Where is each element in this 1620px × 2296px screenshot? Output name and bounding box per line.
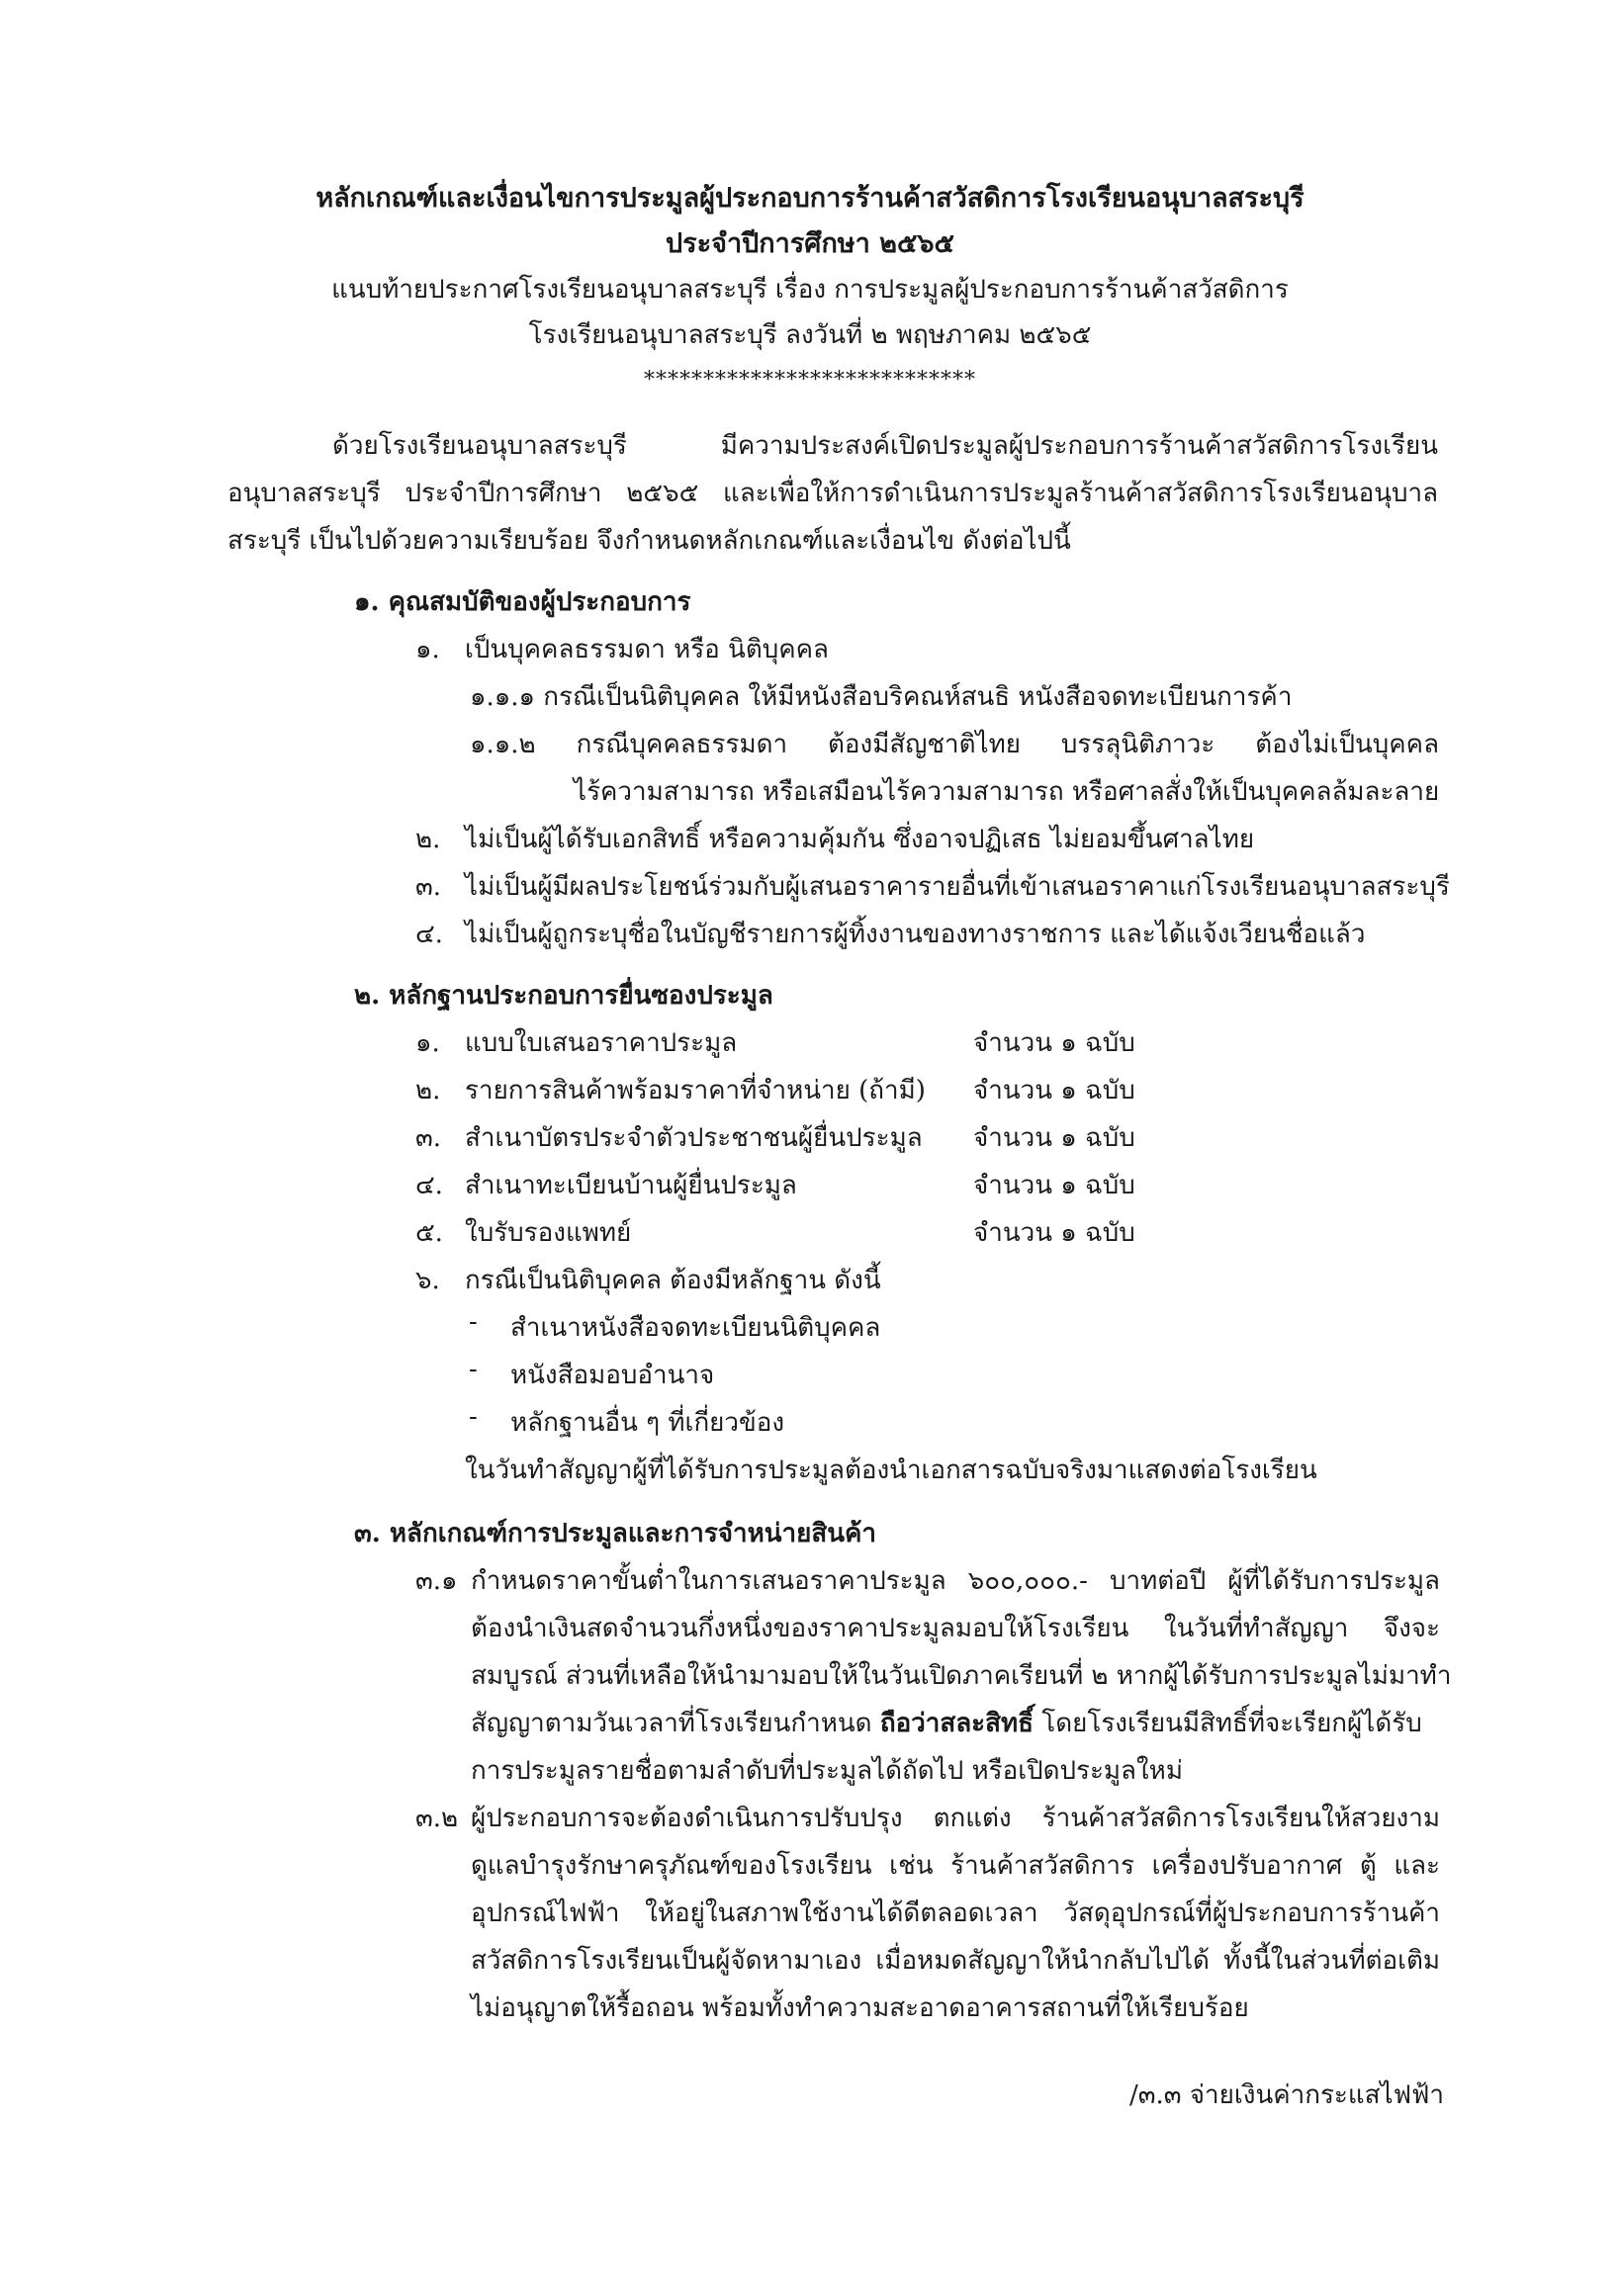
section-1-item-2-number: ๒. — [415, 825, 441, 854]
document-title: หลักเกณฑ์และเงื่อนไขการประมูลผู้ประกอบการร้านค้าสวัสดิการโรงเรียนอนุบาลสระบุรี — [315, 183, 1305, 214]
clause-3-1-line-4-start: สัญญาตามวันเวลาที่โรงเรียนกำหนด — [471, 1709, 880, 1738]
evidence-item-label: สำเนาบัตรประจำตัวประชาชนผู้ยื่นประมูล — [465, 1123, 923, 1153]
clause-3-1-line-4 — [471, 1703, 1422, 1743]
clause-3-1-line-2: ต้องนำเงินสดจำนวนกึ่งหนึ่งของราคาประมูลมอบให้โรงเรียน ในวันที่ทำสัญญา จึงจะ — [471, 1614, 1440, 1643]
section-1-item-1: เป็นบุคคลธรรมดา หรือ นิติบุคคล — [465, 635, 829, 664]
evidence-item-number: ๒. — [415, 1076, 441, 1105]
evidence-sub-1: สำเนาหนังสือจดทะเบียนนิติบุคคล — [510, 1313, 881, 1343]
section-1-item-1-number: ๑. — [415, 635, 440, 664]
document-subtitle-date: โรงเรียนอนุบาลสระบุรี ลงวันที่ ๒ พฤษภาคม ๒๕๖๕ — [528, 320, 1092, 350]
evidence-note: ในวันทำสัญญาผู้ที่ได้รับการประมูลต้องนำเอกสารฉบับจริงมาแสดงต่อโรงเรียน — [465, 1456, 1317, 1485]
section-1-item-1-2: ๑.๑.๒ กรณีบุคคลธรรมดา ต้องมีสัญชาติไทย บรรลุนิติภาวะ ต้องไม่เป็นบุคคล — [470, 730, 1439, 759]
bullet-dash: - — [469, 1355, 478, 1384]
evidence-item-number: ๔. — [415, 1171, 443, 1200]
clause-3-1-number: ๓.๑ — [415, 1566, 458, 1596]
section-1-item-4: ไม่เป็นผู้ถูกระบุชื่อในบัญชีรายการผู้ทิ้งงานของทางราชการ และได้แจ้งเวียนชื่อแล้ว — [465, 920, 1366, 949]
document-title-year: ประจำปีการศึกษา ๒๕๖๕ — [666, 228, 954, 259]
section-1-item-1-2-cont: ไร้ความสามารถ หรือเสมือนไร้ความสามารถ หรือศาลสั่งให้เป็นบุคคลล้มละลาย — [574, 777, 1440, 807]
evidence-item-label: สำเนาทะเบียนบ้านผู้ยื่นประมูล — [465, 1171, 797, 1200]
clause-3-1-line-3: สมบูรณ์ ส่วนที่เหลือให้นำมามอบให้ในวันเปิดภาคเรียนที่ ๒ หากผู้ได้รับการประมูลไม่มาทำ — [471, 1661, 1452, 1691]
bullet-dash: - — [469, 1307, 478, 1337]
clause-3-2-line-5: ไม่อนุญาตให้รื้อถอน พร้อมทั้งทำความสะอาดอาคารสถานที่ให้เรียบร้อย — [471, 1993, 1249, 2023]
evidence-item-quantity: จำนวน ๑ ฉบับ — [973, 1076, 1135, 1105]
clause-3-2-line-1: ผู้ประกอบการจะต้องดำเนินการปรับปรุง ตกแต่ง ร้านค้าสวัสดิการโรงเรียนให้สวยงาม — [471, 1804, 1440, 1833]
forfeit-emphasis: ถือว่าสละสิทธิ์ — [879, 1709, 1035, 1738]
evidence-sub-3: หลักฐานอื่น ๆ ที่เกี่ยวข้อง — [510, 1408, 785, 1438]
section-3-heading: ๓. หลักเกณฑ์การประมูลและการจำหน่ายสินค้า — [354, 1519, 877, 1548]
clause-3-2-line-3: อุปกรณ์ไฟฟ้า ให้อยู่ในสภาพใช้งานได้ดีตลอดเวลา วัสดุอุปกรณ์ที่ผู้ประกอบการร้านค้า — [471, 1899, 1440, 1928]
star-divider: **************************** — [644, 368, 976, 393]
evidence-item-6: กรณีเป็นนิติบุคคล ต้องมีหลักฐาน ดังนี้ — [465, 1266, 881, 1295]
intro-line-3: สระบุรี เป็นไปด้วยความเรียบร้อย จึงกำหนดหลักเกณฑ์และเงื่อนไข ดังต่อไปนี้ — [227, 526, 1071, 556]
intro-line-1: ด้วยโรงเรียนอนุบาลสระบุรี มีความประสงค์เปิดประมูลผู้ประกอบการร้านค้าสวัสดิการโรงเรียน — [332, 431, 1438, 461]
evidence-item-6-number: ๖. — [415, 1266, 440, 1295]
clause-3-1-line-4-end: โดยโรงเรียนมีสิทธิ์ที่จะเรียกผู้ได้รับ — [1034, 1709, 1422, 1738]
evidence-item-label: ใบรับรองแพทย์ — [465, 1218, 632, 1248]
evidence-item-quantity: จำนวน ๑ ฉบับ — [973, 1218, 1135, 1248]
evidence-item-label: รายการสินค้าพร้อมราคาที่จำหน่าย (ถ้ามี) — [465, 1076, 926, 1105]
evidence-sub-2: หนังสือมอบอำนาจ — [510, 1361, 715, 1390]
clause-3-2-number: ๓.๒ — [415, 1804, 459, 1833]
clause-3-1-line-1: กำหนดราคาขั้นต่ำในการเสนอราคาประมูล ๖๐๐,๐๐๐.- บาทต่อปี ผู้ที่ได้รับการประมูล — [471, 1566, 1440, 1596]
evidence-item-quantity: จำนวน ๑ ฉบับ — [973, 1028, 1135, 1058]
evidence-item-label: แบบใบเสนอราคาประมูล — [465, 1028, 738, 1058]
evidence-item-number: ๓. — [415, 1123, 442, 1153]
evidence-item-quantity: จำนวน ๑ ฉบับ — [973, 1123, 1135, 1153]
section-1-item-1-1: ๑.๑.๑ กรณีเป็นนิติบุคคล ให้มีหนังสือบริคณห์สนธิ หนังสือจดทะเบียนการค้า — [470, 682, 1293, 712]
evidence-item-number: ๕. — [415, 1218, 443, 1248]
evidence-item-number: ๑. — [415, 1028, 440, 1058]
clause-3-1-line-5: การประมูลรายชื่อตามลำดับที่ประมูลได้ถัดไป หรือเปิดประมูลใหม่ — [471, 1756, 1183, 1786]
section-1-item-3: ไม่เป็นผู้มีผลประโยชน์ร่วมกับผู้เสนอราคารายอื่นที่เข้าเสนอราคาแก่โรงเรียนอนุบาลสระบุรี — [465, 872, 1450, 902]
section-2-heading: ๒. หลักฐานประกอบการยื่นซองประมูล — [354, 981, 773, 1011]
intro-line-2: อนุบาลสระบุรี ประจำปีการศึกษา ๒๕๖๕ และเพื่อให้การดำเนินการประมูลร้านค้าสวัสดิการโรงเรียนอนุบาล — [227, 479, 1438, 508]
clause-3-2-line-4: สวัสดิการโรงเรียนเป็นผู้จัดหามาเอง เมื่อหมดสัญญาให้นำกลับไปได้ ทั้งนี้ในส่วนที่ต่อเติม — [471, 1946, 1440, 1976]
document-subtitle: แนบท้ายประกาศโรงเรียนอนุบาลสระบุรี เรื่อง การประมูลผู้ประกอบการร้านค้าสวัสดิการ — [331, 275, 1289, 305]
evidence-item-quantity: จำนวน ๑ ฉบับ — [973, 1171, 1135, 1200]
next-page-marker: /๓.๓ จ่ายเงินค่ากระแสไฟฟ้า — [1128, 2080, 1444, 2110]
section-1-heading: ๑. คุณสมบัติของผู้ประกอบการ — [354, 587, 691, 617]
clause-3-2-line-2: ดูแลบำรุงรักษาครุภัณฑ์ของโรงเรียน เช่น ร้านค้าสวัสดิการ เครื่องปรับอากาศ ตู้ และ — [471, 1851, 1440, 1881]
section-1-item-4-number: ๔. — [415, 920, 443, 949]
section-1-item-2: ไม่เป็นผู้ได้รับเอกสิทธิ์ หรือความคุ้มกัน ซึ่งอาจปฏิเสธ ไม่ยอมขึ้นศาลไทย — [465, 825, 1255, 854]
bullet-dash: - — [469, 1402, 478, 1432]
section-1-item-3-number: ๓. — [415, 872, 442, 902]
